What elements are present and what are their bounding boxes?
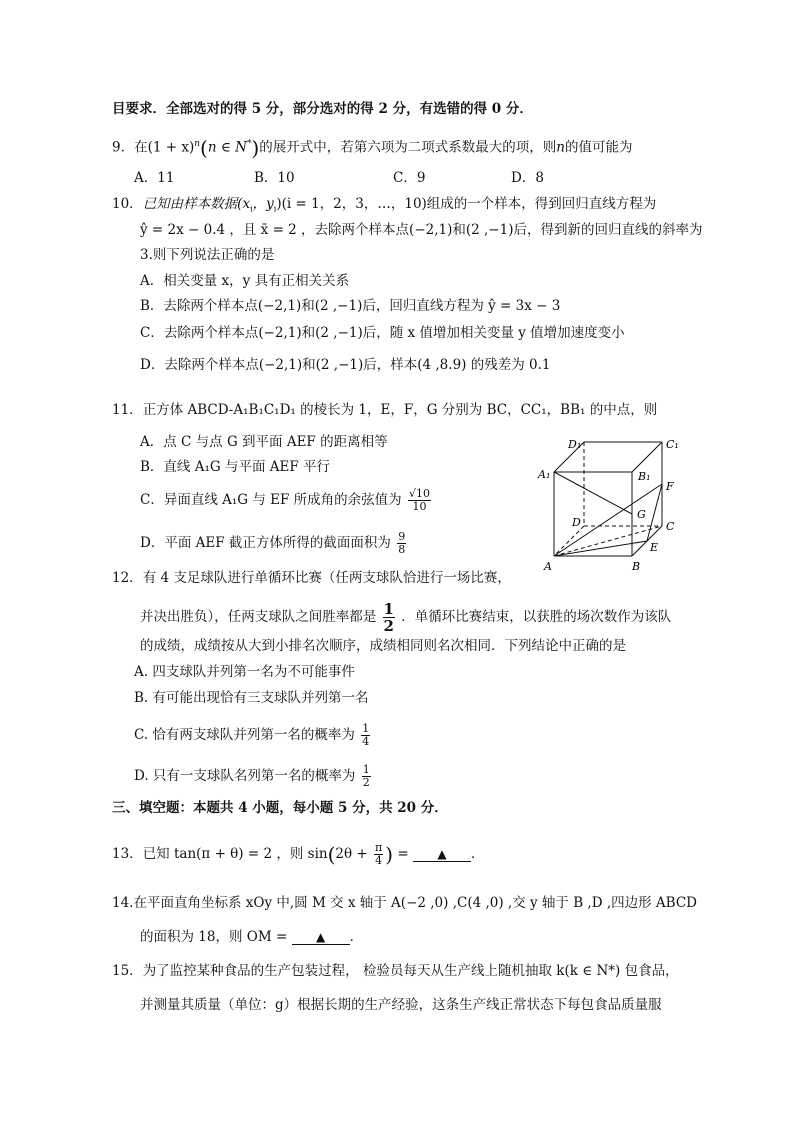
q10-option-b: B．去除两个样本点(−2,1)和(2 ,−1)后，回归直线方程为 ŷ = 3x − 3 [140,298,561,314]
question-12: 12．有 4 支足球队进行单循环比赛（任两支球队恰进行一场比赛， [112,570,511,586]
q11-option-b: B．直线 A₁G 与平面 AEF 平行 [140,459,331,475]
q12-c-fraction: $\frac{1}{4}$ [362,722,370,748]
q12-option-c: C. 恰有两支球队并列第一名的概率为 $\frac{1}{4}$ [134,722,370,748]
label-c: C [666,520,675,533]
q10-option-c: C．去除两个样本点(−2,1)和(2 ,−1)后，随 x 值增加相关变量 y 值增加速度变小 [140,325,625,341]
q14-answer-blank[interactable] [292,930,350,945]
q12-option-a: A. 四支球队并列第一名为不可能事件 [134,664,355,680]
question-15: 15．为了监控某种食品的生产包装过程， 检验员每天从生产线上随机抽取 k(k ∈ N*) 包食品， [112,963,679,979]
label-a: A [544,560,552,573]
q14-number: 14. [112,895,134,911]
q9-number: 9． [112,139,135,156]
q12-line-2: 并决出胜负），任两支球队之间胜率都是 $\frac{1}{2}$ ．单循环比赛结束，以获胜的场次数作为该队 [140,600,672,635]
q10-line-3: 3.则下列说法正确的是 [140,247,275,263]
blank-triangle-icon: ▲ [315,930,326,944]
q9-option-b: B．10 [254,170,295,186]
q11-option-d: D．平面 AEF 截正方体所得的截面面积为 $\frac{9}{8}$ [140,530,406,556]
question-10: 10．已知由样本数据($x_i$，$y_i)(i = 1$，2，3，…，10)组成的一个样本，得到回归直线方程为 [112,196,657,214]
q9-option-d: D．8 [511,170,544,186]
q13-pi-fraction: $\frac{\pi}{4}$ [375,841,383,867]
q11-c-fraction: $\frac{√10}{10}$ [408,487,430,513]
question-13: 13．已知 tan(π + θ) = 2 ，则 sin(2θ + $\frac{\pi}{4}$ ) = ▲ ． [112,841,485,867]
label-d: D [572,516,581,529]
q10-line-2: ŷ = 2x − 0.4 ，且 x̄ = 2 ，去除两个样本点(−2,1)和(2 ,−1)后，得到新的回归直线的斜率为 [140,222,703,238]
label-a1: A₁ [538,468,551,481]
instructions-line: 目要求．全部选对的得 5 分，部分选对的得 2 分，有选错的得 0 分． [112,101,533,117]
label-d1: D₁ [568,438,582,451]
label-e: E [650,541,659,554]
q13-number: 13． [112,846,143,862]
q11-number: 11． [112,402,143,418]
q12-half-fraction: $\frac{1}{2}$ [383,600,394,635]
cube-figure [530,428,690,573]
q10-option-d: D．去除两个样本点(−2,1)和(2 ,−1)后，样本(4 ,8.9) 的残差为 0.1 [140,357,551,373]
q11-d-fraction: $\frac{9}{8}$ [398,530,406,556]
q12-option-d: D. 只有一支球队名列第一名的概率为 $\frac{1}{2}$ [134,763,370,789]
question-11: 11．正方体 ABCD-A₁B₁C₁D₁ 的棱长为 1，E，F，G 分别为 BC，CC₁，BB₁ 的中点，则 [112,402,658,418]
label-b: B [632,560,641,573]
q15-number: 15． [112,963,143,979]
q9-expr: (1 + x) [147,139,195,156]
q14-line-2: 的面积为 18，则 OM = ▲ ． [140,929,364,945]
label-g: G [637,508,646,521]
q10-number: 10． [112,196,143,212]
q12-option-b: B. 有可能出现恰有三支球队并列第一名 [134,690,369,706]
q11-option-c: C．异面直线 A₁G 与 EF 所成角的余弦值为 $\frac{√10}{10}$ [140,487,430,513]
q11-option-a: A．点 C 与点 G 到平面 AEF 的距离相等 [140,434,388,450]
q12-line-3: 的成绩，成绩按从大到小排名次顺序，成绩相同则名次相同．下列结论中正确的是 [140,638,626,654]
blank-triangle-icon: ▲ [437,847,447,861]
section-3-heading: 三、填空题：本题共 4 小题，每小题 5 分，共 20 分． [112,800,448,816]
label-f: F [666,480,674,493]
question-9: 9．在$(1 + x)^n(n$ ∈ N*)的展开式中，若第六项为二项式系数最大的项，则n的值可能为 [112,136,633,160]
label-b1: B₁ [638,470,651,483]
q13-answer-blank[interactable] [413,847,471,862]
q9-option-c: C．9 [393,170,426,186]
q12-number: 12． [112,570,143,586]
q15-line-2: 并测量其质量（单位：g）根据长期的生产经验，这条生产线正常状态下每包食品质量服 [140,997,662,1013]
q12-d-fraction: $\frac{1}{2}$ [362,763,370,789]
question-14: 14.在平面直角坐标系 xOy 中,圆 M 交 x 轴于 A(−2 ,0) ,C(4 ,0) ,交 y 轴于 B ,D ,四边形 ABCD [112,895,697,911]
q9-option-a: A．11 [134,170,175,186]
q10-option-a: A．相关变量 x，y 具有正相关关系 [140,273,350,289]
label-c1: C₁ [666,438,679,451]
